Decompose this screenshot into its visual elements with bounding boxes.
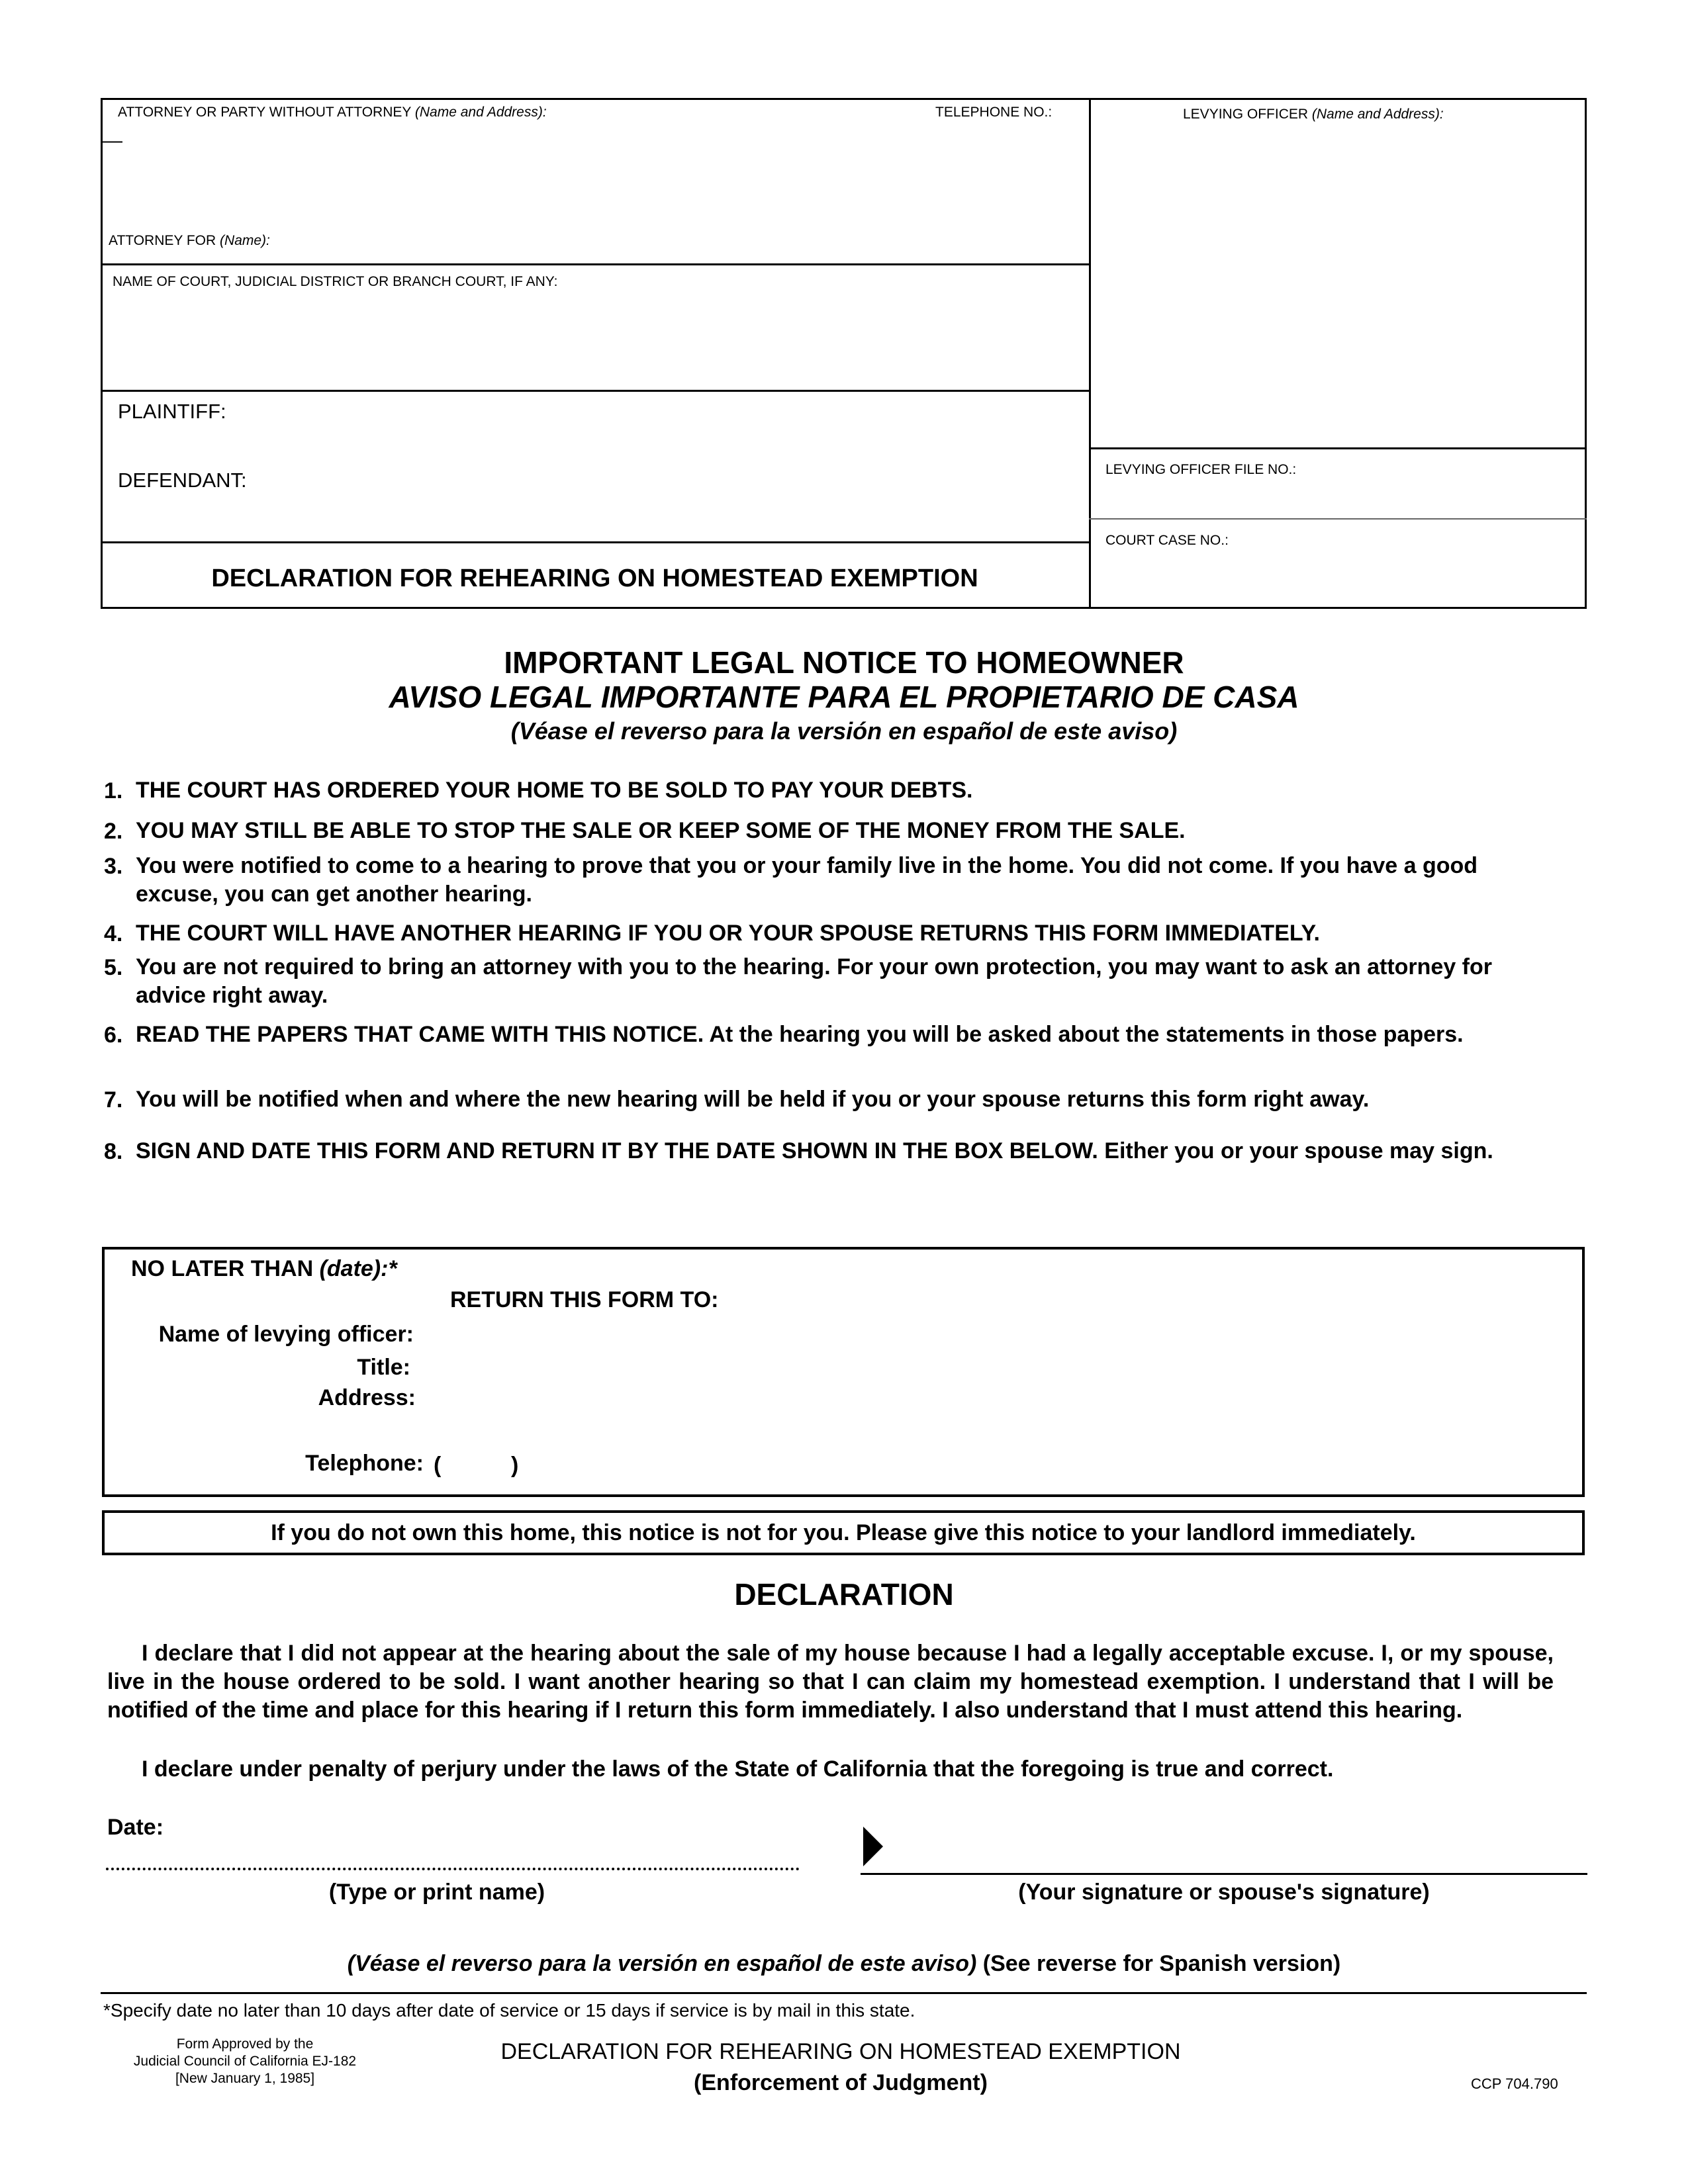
- return-to-label: RETURN THIS FORM TO:: [450, 1287, 719, 1312]
- footer-rule: [101, 1992, 1587, 1994]
- name-caption: (Type or print name): [328, 1880, 545, 1905]
- no-later-than-italic: (date):*: [319, 1256, 397, 1281]
- attorney-for-label: [109, 233, 270, 249]
- list-item-number: 4.: [104, 921, 123, 946]
- footer-title: DECLARATION FOR REHEARING ON HOMESTEAD EXEMPTION: [500, 2039, 1181, 2064]
- officer-name-label: Name of levying officer:: [158, 1322, 414, 1347]
- signature-line: [861, 1873, 1587, 1875]
- list-item: THE COURT HAS ORDERED YOUR HOME TO BE SOLD TO PAY YOUR DEBTS.: [136, 778, 973, 803]
- list-item-number: 7.: [104, 1087, 123, 1113]
- levying-officer-label-italic: (Name and Address):: [1311, 107, 1444, 122]
- reverse-note-english: (See reverse for Spanish version): [982, 1951, 1341, 1976]
- no-later-than-text: NO LATER THAN: [131, 1256, 314, 1281]
- officer-title-label: Title:: [357, 1355, 410, 1380]
- approval-line: [New January 1, 1985]: [175, 2071, 315, 2086]
- form-approval: [106, 2036, 384, 2087]
- declaration-paragraph: I declare that I did not appear at the hearing about the sale of my house because I had a legally acceptable excuse. I, or my spouse, live in the house ordered to be sold. I want another hearing so that I can claim my homestead exemption. I understand that I will be notified of the time and place for this hearing if I return this form immediately. I also understand that I must attend this hearing.: [107, 1641, 1554, 1723]
- list-item-number: 2.: [104, 819, 123, 844]
- telephone-paren-open: (: [434, 1453, 442, 1478]
- approval-line: Judicial Council of California EJ-182: [133, 2054, 357, 2069]
- levying-officer-label-text: LEVYING OFFICER: [1183, 107, 1309, 122]
- landlord-notice: If you do not own this home, this notice is not for you. Please give this notice to your landlord immediately.: [271, 1520, 1416, 1545]
- list-item-number: 8.: [104, 1139, 123, 1164]
- reverse-note: [0, 1951, 1688, 1977]
- list-item: SIGN AND DATE THIS FORM AND RETURN IT BY THE DATE SHOWN IN THE BOX BELOW. Either you or your spouse may sign.: [136, 1138, 1493, 1163]
- list-item: You will be notified when and where the new hearing will be held if you or your spouse returns this form right away.: [136, 1087, 1370, 1112]
- list-item: READ THE PAPERS THAT CAME WITH THIS NOTICE. At the hearing you will be asked about the statements in those papers.: [136, 1022, 1464, 1047]
- reverse-note-spanish: (Véase el reverso para la versión en español de este aviso): [347, 1951, 977, 1976]
- defendant-label: DEFENDANT:: [118, 469, 247, 492]
- levying-officer-file-label: LEVYING OFFICER FILE NO.:: [1105, 462, 1297, 477]
- attorney-label-italic: (Name and Address):: [414, 105, 547, 120]
- signature-caption: (Your signature or spouse's signature): [1018, 1880, 1430, 1905]
- attorney-for-label-text: ATTORNEY FOR: [109, 233, 216, 248]
- footer-subtitle: (Enforcement of Judgment): [694, 2070, 988, 2095]
- list-item-number: 3.: [104, 854, 123, 879]
- list-item: YOU MAY STILL BE ABLE TO STOP THE SALE OR KEEP SOME OF THE MONEY FROM THE SALE.: [136, 818, 1186, 843]
- notice-title: IMPORTANT LEGAL NOTICE TO HOMEOWNER: [504, 645, 1184, 680]
- list-item: You were notified to come to a hearing to prove that you or your family live in the home. You did not come. If you have a good excuse, you can get another hearing.: [136, 853, 1478, 907]
- court-name-label: NAME OF COURT, JUDICIAL DISTRICT OR BRANCH COURT, IF ANY:: [113, 274, 558, 289]
- plaintiff-label: PLAINTIFF:: [118, 400, 226, 423]
- list-item-number: 5.: [104, 955, 123, 980]
- officer-address-label: Address:: [318, 1385, 416, 1410]
- notice-title-spanish: AVISO LEGAL IMPORTANTE PARA EL PROPIETARIO DE CASA: [389, 680, 1299, 714]
- attorney-label-text: ATTORNEY OR PARTY WITHOUT ATTORNEY: [118, 105, 412, 120]
- declaration-heading: DECLARATION: [734, 1577, 954, 1612]
- notice-subtitle: (Véase el reverso para la versión en español de este aviso): [510, 717, 1178, 745]
- telephone-label: TELEPHONE NO.:: [935, 105, 1053, 120]
- signature-arrow-icon: [861, 1825, 884, 1868]
- date-label: Date:: [107, 1815, 164, 1840]
- officer-telephone-label: Telephone:: [305, 1451, 424, 1476]
- list-item-number: 6.: [104, 1023, 123, 1048]
- attorney-for-label-italic: (Name):: [220, 233, 270, 248]
- attorney-label: [118, 105, 547, 120]
- footnote: *Specify date no later than 10 days after date of service or 15 days if service is by mail in this state.: [103, 2000, 915, 2021]
- levying-officer-label: [1183, 107, 1444, 122]
- list-item: You are not required to bring an attorney with you to the hearing. For your own protection, you may want to ask an attorney for advice right away.: [136, 954, 1492, 1008]
- code-reference: CCP 704.790: [1471, 2075, 1558, 2092]
- name-dotted-line: [106, 1868, 800, 1870]
- telephone-paren-close: ): [511, 1453, 519, 1478]
- attorney-dash: —: [103, 130, 122, 152]
- court-case-label: COURT CASE NO.:: [1105, 533, 1229, 548]
- approval-line: Form Approved by the: [176, 2036, 314, 2052]
- perjury-statement: I declare under penalty of perjury under the laws of the State of California that the foregoing is true and correct.: [142, 1756, 1334, 1782]
- form-title: DECLARATION FOR REHEARING ON HOMESTEAD EXEMPTION: [211, 565, 978, 592]
- list-item: THE COURT WILL HAVE ANOTHER HEARING IF YOU OR YOUR SPOUSE RETURNS THIS FORM IMMEDIATELY.: [136, 921, 1320, 946]
- no-later-than-label: [131, 1256, 397, 1282]
- list-item-number: 1.: [104, 778, 123, 803]
